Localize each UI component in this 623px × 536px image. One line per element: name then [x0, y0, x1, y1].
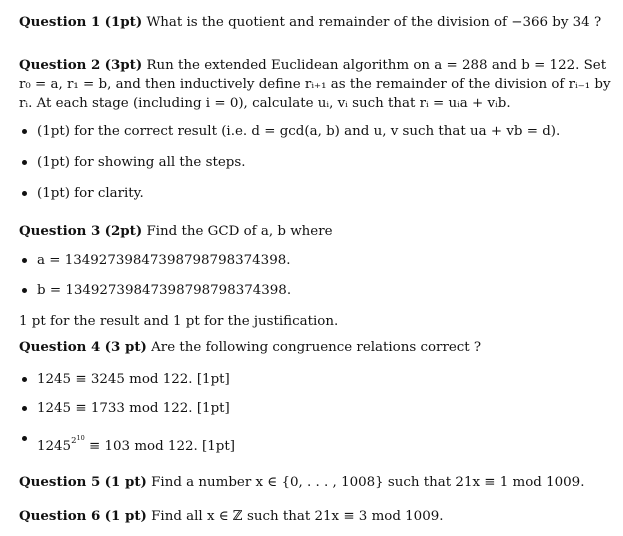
question-2-label: Question 2 — [19, 57, 101, 73]
exponent-power: 10 — [76, 434, 85, 442]
question-2 — [19, 56, 611, 201]
question-2-line-3: rᵢ. At each stage (including i = 0), calculate uᵢ, vᵢ such that rᵢ = uᵢa + vᵢb. — [19, 96, 511, 111]
value-b: b = 13492739847398798798374398. — [37, 283, 292, 298]
question-3 — [19, 222, 604, 298]
exponent-base: 2 — [71, 436, 77, 446]
question-5-label: Question 5 — [19, 474, 101, 490]
question-3-text: Find the GCD of a, b where — [146, 224, 333, 239]
question-4-text: Are the following congruence relations correct ? — [151, 340, 482, 355]
question-5 — [19, 473, 604, 492]
value-b-label: b = — [37, 283, 66, 298]
value-a-number: 13492739847398798798374398 — [64, 253, 287, 268]
question-3-grading-note: 1 pt for the result and 1 pt for the justification. — [19, 314, 339, 329]
question-2-points: (3pt) — [104, 57, 143, 73]
congruence-2-lhs: 1245 — [37, 401, 72, 416]
question-1 — [19, 13, 604, 32]
question-4-label: Question 4 — [19, 339, 101, 355]
congruence-1-lhs: 1245 — [37, 372, 72, 387]
congruence-2-relation: ≡ 1733 mod 122. — [75, 401, 193, 416]
question-6-label: Question 6 — [19, 508, 101, 524]
value-a: a = 13492739847398798798374398. — [37, 253, 291, 268]
question-1-label: Question 1 — [19, 14, 101, 30]
congruence-1-mark: [1pt] — [196, 372, 230, 387]
question-6-text: Find all x ∈ ℤ such that 21x ≡ 3 mod 1009. — [151, 509, 444, 524]
congruence-2-mark: [1pt] — [196, 401, 230, 416]
question-3-points: (2pt) — [104, 223, 143, 239]
question-6-points: (1 pt) — [104, 508, 147, 524]
congruence-3-relation: ≡ 103 mod 122. — [89, 439, 198, 454]
congruence-3-exponent — [71, 436, 85, 446]
question-2-line-2: r₀ = a, r₁ = b, and then inductively define rᵢ₊₁ as the remainder of the division of rᵢ₋₁ by — [19, 77, 611, 92]
question-2-line-1: Run the extended Euclidean algorithm on a = 288 and b = 122. Set — [146, 58, 607, 73]
question-3-label: Question 3 — [19, 223, 101, 239]
question-5-text: Find a number x ∈ {0, . . . , 1008} such that 21x ≡ 1 mod 1009. — [151, 475, 585, 490]
congruence-item-3 — [37, 429, 235, 456]
value-b-number: 13492739847398798798374398 — [65, 283, 287, 298]
question-4-points: (3 pt) — [104, 339, 147, 355]
value-a-label: a = — [37, 253, 65, 268]
question-6 — [19, 507, 604, 526]
question-4 — [19, 338, 604, 454]
congruence-item-2 — [37, 399, 230, 418]
congruence-3-lhs: 1245 — [37, 439, 72, 454]
question-1-text: What is the quotient and remainder of the division of −366 by 34 ? — [146, 15, 602, 30]
question-1-points: (1pt) — [104, 14, 143, 30]
question-2-bullet-2: (1pt) for showing all the steps. — [37, 155, 246, 170]
question-2-bullet-1: (1pt) for the correct result (i.e. d = gcd(a, b) and u, v such that ua + vb = d). — [37, 124, 561, 139]
congruence-3-mark: [1pt] — [202, 439, 235, 454]
congruence-item-1 — [37, 370, 230, 389]
question-2-bullet-3: (1pt) for clarity. — [37, 186, 144, 201]
question-5-points: (1 pt) — [104, 474, 147, 490]
congruence-1-relation: ≡ 3245 mod 122. — [75, 372, 193, 387]
